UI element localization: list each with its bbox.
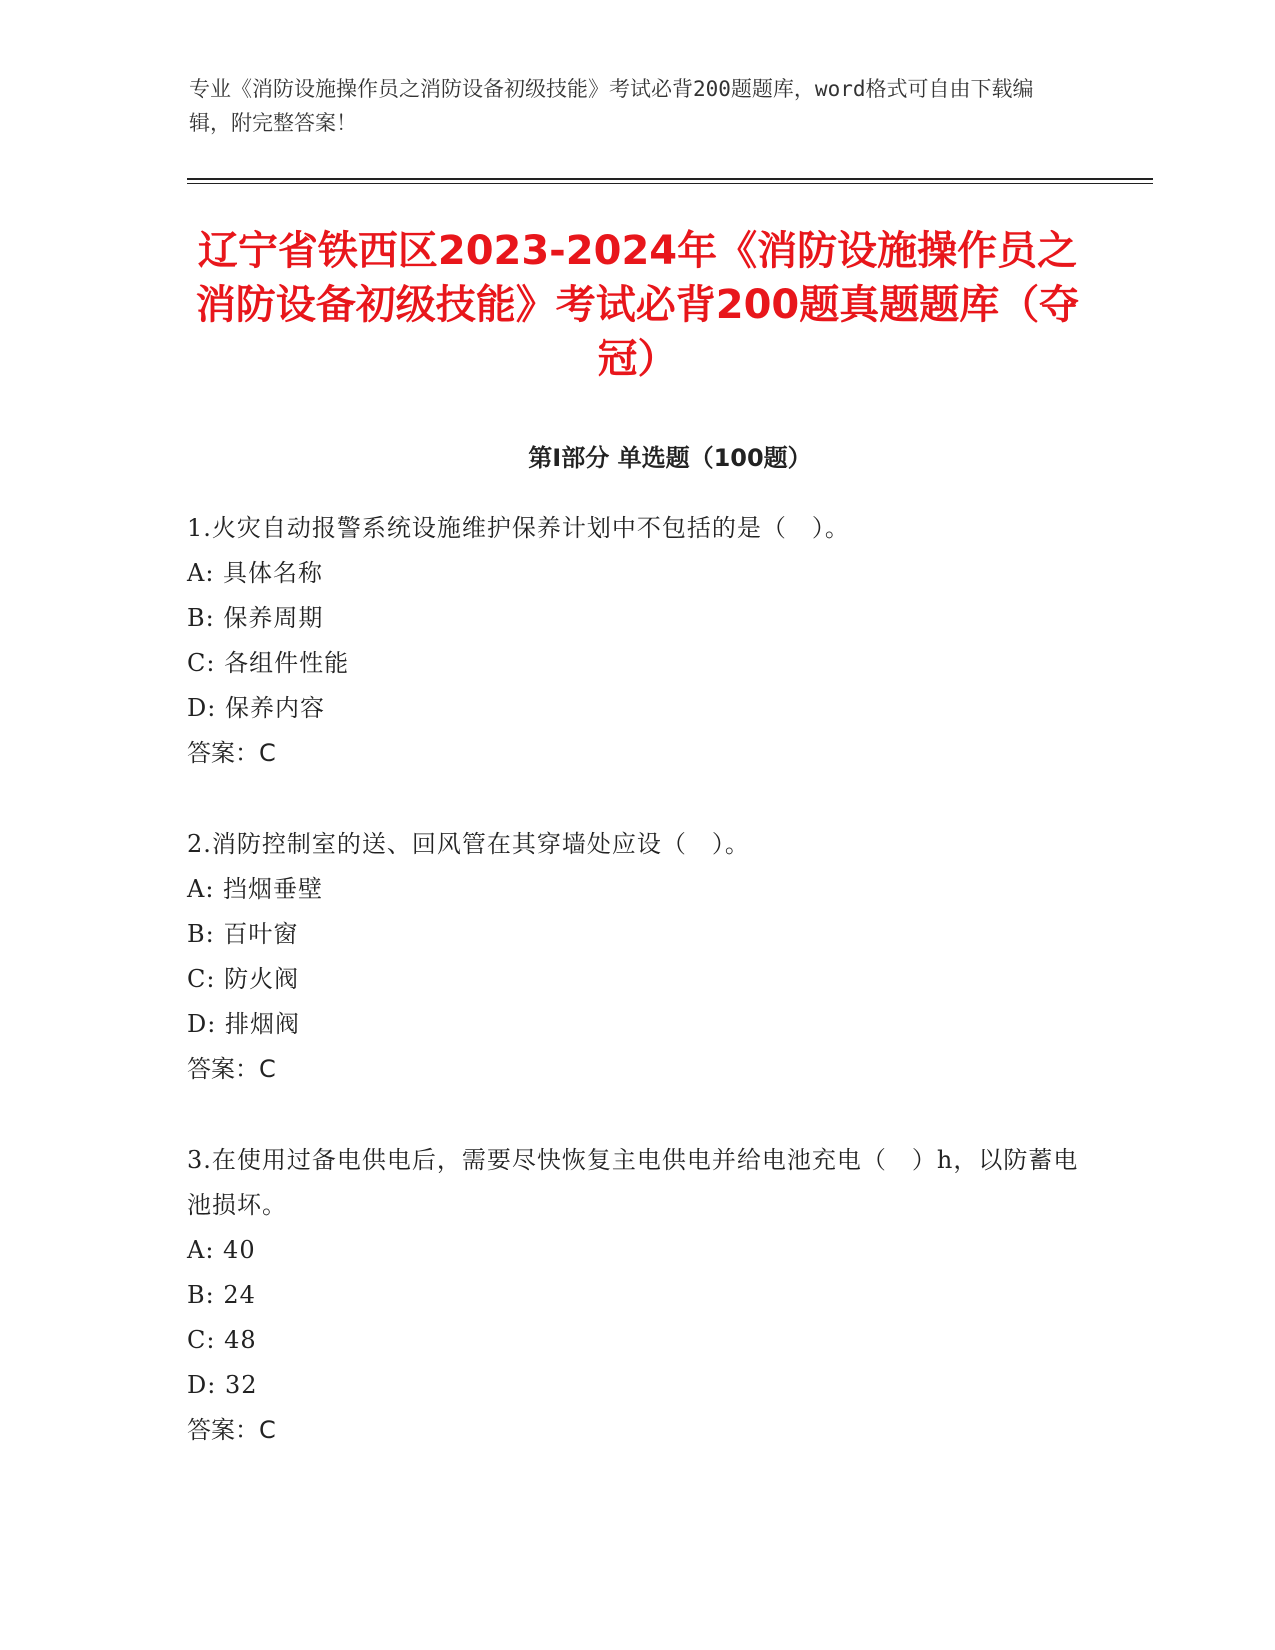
option-b: B: 24 xyxy=(187,1281,256,1309)
question-stem: 2.消防控制室的送、回风管在其穿墙处应设（ ）。 xyxy=(187,830,750,858)
header-divider-thin xyxy=(187,183,1153,184)
section-heading: 第Ⅰ部分 单选题（100题） xyxy=(528,444,812,472)
option-d: D: 32 xyxy=(187,1371,258,1399)
question-2 xyxy=(187,822,1087,1092)
option-a: A: 40 xyxy=(187,1236,256,1264)
option-d: D: 排烟阀 xyxy=(187,1010,300,1038)
header-note: 专业《消防设施操作员之消防设备初级技能》考试必背200题题库，word格式可自由下载编辑，附完整答案！ xyxy=(189,77,1034,135)
option-a: A: 挡烟垂壁 xyxy=(187,875,324,903)
question-stem: 3.在使用过备电供电后，需要尽快恢复主电供电并给电池充电（ ）h，以防蓄电池损坏。 xyxy=(187,1146,1079,1219)
question-3 xyxy=(187,1138,1087,1453)
question-stem: 1.火灾自动报警系统设施维护保养计划中不包括的是（ ）。 xyxy=(187,514,850,542)
answer: 答案：C xyxy=(187,1416,276,1444)
option-d: D: 保养内容 xyxy=(187,694,325,722)
option-a: A: 具体名称 xyxy=(187,559,324,587)
question-1 xyxy=(187,506,1087,776)
header-divider xyxy=(187,178,1153,180)
option-b: B: 保养周期 xyxy=(187,604,324,632)
option-c: C: 各组件性能 xyxy=(187,649,350,677)
document-title: 辽宁省铁西区2023-2024年《消防设施操作员之消防设备初级技能》考试必背200题真题题库（夺冠） xyxy=(195,228,1080,382)
option-c: C: 48 xyxy=(187,1326,257,1354)
answer: 答案：C xyxy=(187,739,276,767)
answer: 答案：C xyxy=(187,1055,276,1083)
option-c: C: 防火阀 xyxy=(187,965,300,993)
option-b: B: 百叶窗 xyxy=(187,920,299,948)
